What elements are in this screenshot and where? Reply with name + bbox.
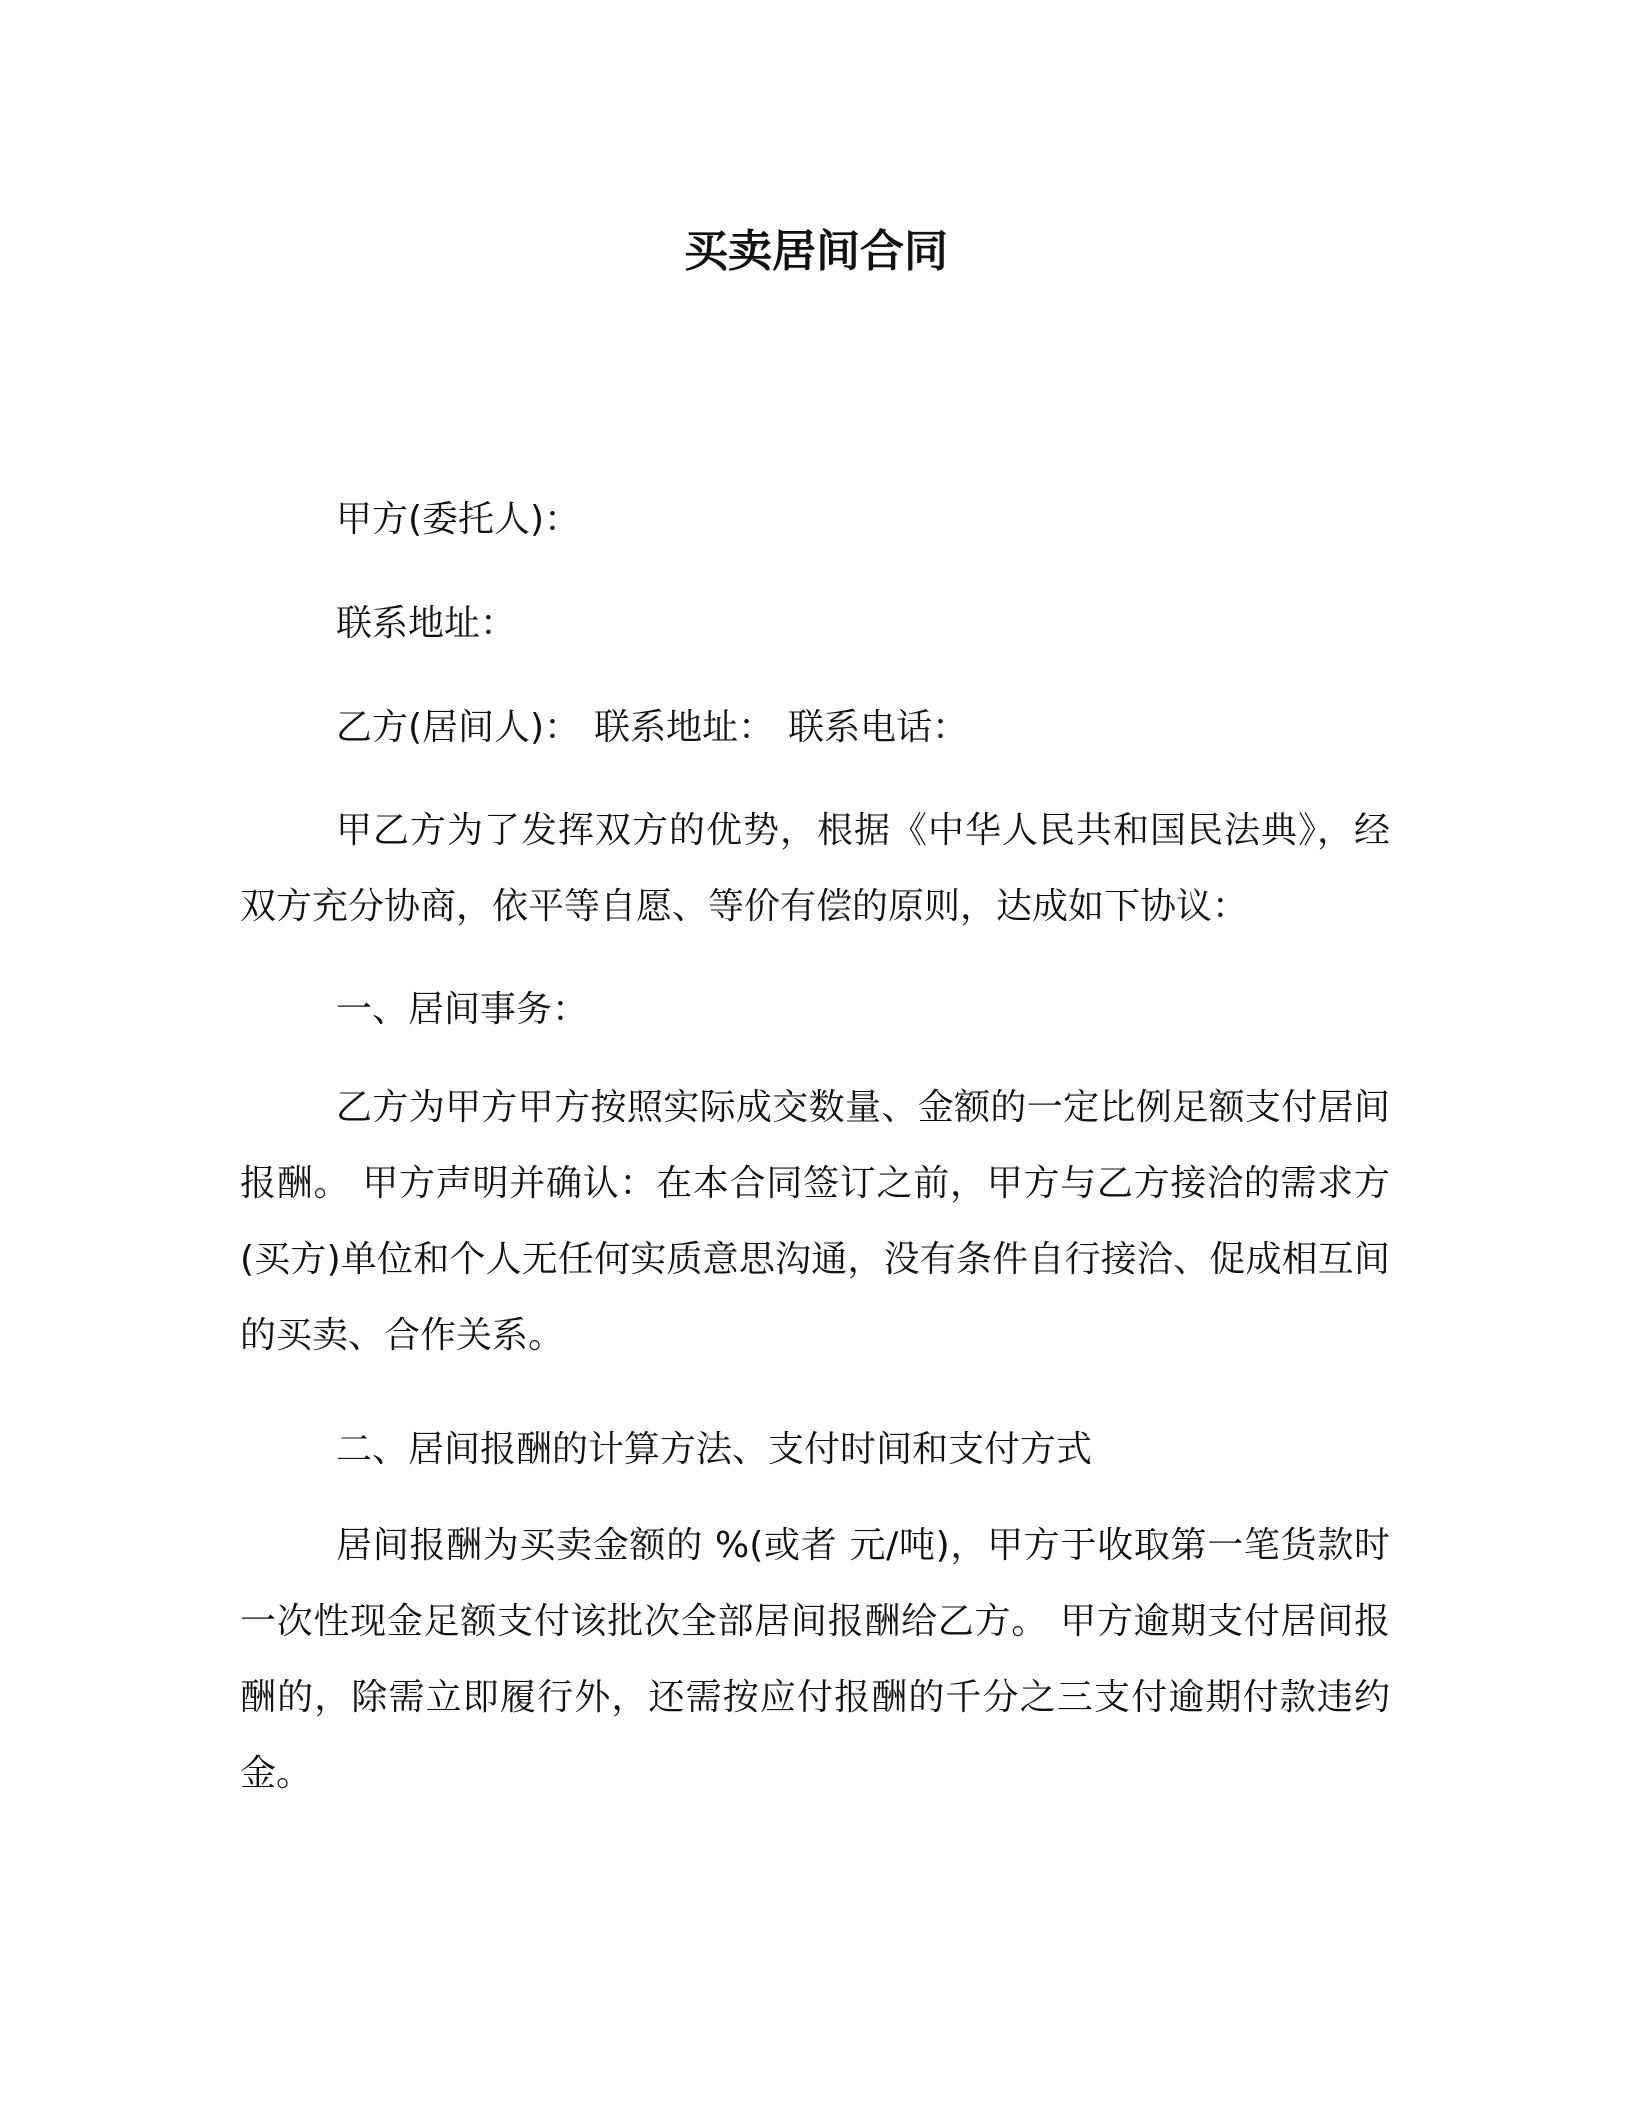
document-title: 买卖居间合同 xyxy=(684,226,948,277)
section-1-body: 乙方为甲方甲方按照实际成交数量、金额的一定比例足额支付居间报酬。 甲方声明并确认：在本合同签订之前，甲方与乙方接洽的需求方(买方)单位和个人无任何实质意思沟通，没有条件自行接洽、促成相互间的买卖、合作关系。 xyxy=(240,1087,1390,1356)
party-b-label: 乙方(居间人)： xyxy=(336,707,581,748)
party-a-line: 甲方(委托人)： xyxy=(336,499,581,540)
section-2-body: 居间报酬为买卖金额的 %(或者 元/吨)，甲方于收取第一笔货款时一次性现金足额支付该批次全部居间报酬给乙方。 甲方逾期支付居间报酬的，除需立即履行外，还需按应付报酬的千分之三支付逾期付款违约金。 xyxy=(240,1525,1390,1794)
intro-paragraph: 甲乙方为了发挥双方的优势，根据《中华人民共和国民法典》，经双方充分协商，依平等自愿、等价有偿的原则，达成如下协议： xyxy=(240,810,1390,927)
party-b-address: 联系地址： xyxy=(594,707,775,748)
party-b-phone: 联系电话： xyxy=(788,707,969,748)
party-b-line xyxy=(336,698,968,758)
section-1-heading: 一、居间事务： xyxy=(336,989,589,1030)
section-2-heading: 二、居间报酬的计算方法、支付时间和支付方式 xyxy=(336,1429,1093,1470)
party-a-address-line: 联系地址： xyxy=(336,603,517,644)
